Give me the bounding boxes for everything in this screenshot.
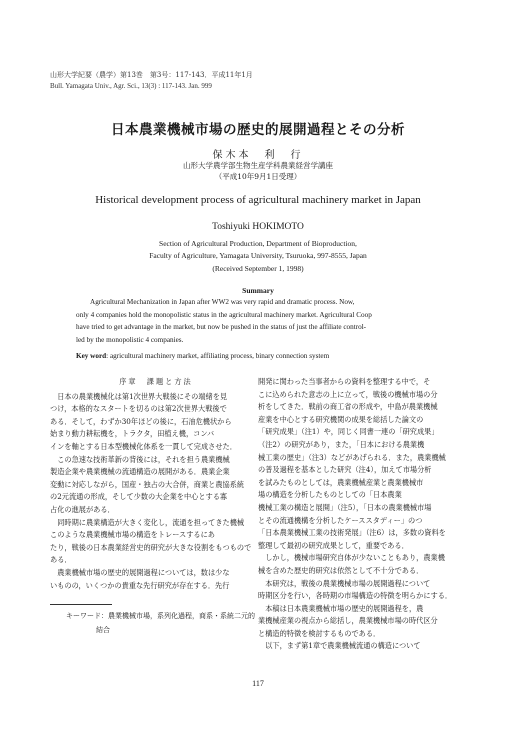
body-line: 機械工業の構造と展開」（注5），「日本の農業機械市場 (258, 502, 432, 512)
body-right-column (258, 376, 470, 653)
body-line: 整理して最初の研究成果として，重要である． (258, 540, 409, 550)
journal-header-en: Bull. Yamagata Univ., Agr. Sci., 13(3) : 117-143. Jan. 999 (50, 82, 212, 90)
body-line: 同時期に農業構造が大きく変化し，流通を担ってきた機械 (50, 517, 245, 527)
body-line: とその流通機構を分析したケーススタディー」のつ (258, 515, 423, 525)
body-line: 械を含めた歴史的研究は依然として不十分である． (258, 565, 424, 575)
summary-line: led by the monopolistic 4 companies. (76, 335, 184, 344)
body-line: 農業機械市場の歴史的展開過程については，数は少な (50, 567, 230, 577)
body-line: 「日本農業機械工業の技術発展」（注6）は，多数の資料を (258, 528, 446, 538)
keywords (76, 352, 329, 360)
journal-header-ja: 山形大学紀要（農学）第13巻 第3号：117-143．平成11年1月 (50, 71, 253, 79)
body-line: このような農業機械市場の構造をトレースするにあ (50, 530, 215, 540)
body-line: 本研究は，戦後の農業機械市場の展開過程について (258, 578, 431, 588)
author-en: Toshiyuki HOKIMOTO (212, 222, 304, 232)
body-line: を試みたものとしては，農業機械産業と農業機械市 (258, 477, 424, 487)
footnote-keywords-cont: 結合 (96, 626, 110, 634)
affiliation-ja: 山形大学農学部生物生産学科農業経営学講座 (183, 161, 333, 170)
body-line: インを軸とする日本型機械化体系を一貫して完成させた． (50, 441, 237, 451)
page-number: 117 (252, 679, 264, 688)
body-line: 製造企業や農業機械の流通構造の展開がある．農業企業 (50, 467, 230, 477)
body-line: の普及過程を基本とした研究（注4），加えて市場分析 (258, 465, 432, 475)
body-line: 以下，まず第1章で農業機械流通の構造について (258, 641, 421, 651)
summary-line: Agricultural Mechanization in Japan after WW2 was very rapid and dramatic process. Now, (90, 298, 355, 306)
summary-block (76, 296, 440, 346)
section-heading: 序章 課題と方法 (119, 377, 193, 386)
body-line: ある． (50, 555, 72, 565)
body-line: 日本の農業機械化は第1次世界大戦後にその端緒を見 (50, 391, 228, 401)
paper-title-ja: 日本農業機械市場の歴史的展開過程とその分析 (111, 122, 405, 138)
body-line: 開発に関わった当事者からの資料を整理する中で，そ (258, 377, 431, 386)
body-line: こに込められた意志の上に立って，戦後の機械市場の分 (258, 389, 438, 399)
footnote-divider (50, 604, 112, 605)
body-line: 業機械産業の視点から総括し，農業機械市場の時代区分 (258, 616, 438, 626)
affiliation-en-line1: Section of Agricultural Production, Department of Bioproduction, (159, 239, 357, 248)
body-line: しかし，機械市場研究自体が少ないこともあり，農業機 (258, 553, 445, 563)
body-line: 変動に対応しながら，国産・独占の大合併，商業と農協系統 (50, 479, 245, 489)
body-line: 械工業の歴史」（注3）などがあげられる．また，農業機械 (258, 452, 446, 462)
keywords-label: Key word (76, 352, 107, 360)
summary-heading: Summary (242, 286, 274, 295)
body-line: ある．そして，わずか30年ほどの後に，石油危機状から (50, 416, 232, 426)
body-line: つけ，本格的なスタートを切るのは第2次世界大戦後で (50, 404, 227, 414)
received-date-en: (Received September 1, 1998) (212, 264, 304, 273)
body-line: いものの，いくつかの貴重な先行研究が存在する．先行 (50, 580, 230, 590)
body-line: この急速な技術革新の背後には，それを担う農業機械 (50, 454, 230, 464)
body-line: 占化の進展がある． (50, 504, 115, 514)
author-ja: 保木本 利 行 (212, 150, 304, 161)
body-line: 本稿は日本農業機械市場の歴史的展開過程を，農 (258, 603, 424, 613)
paper-title-en: Historical development process of agricultural machinery market in Japan (95, 194, 421, 206)
body-line: たり，戦後の日本農業経営史的研究が大きな役割をもつもので (50, 542, 252, 552)
body-line: と構造的特徴を検討するものである． (258, 628, 381, 638)
body-line: 産業を中心とする研究機関の成果を総括した論文の (258, 414, 424, 424)
footnote-keywords: キーワード：農業機械市場，系列化過程，商系・系統二元的 (66, 612, 255, 620)
body-line: の2元流通の形成，そして少数の大企業を中心とする寡 (50, 492, 228, 502)
body-left-column (50, 376, 262, 592)
body-line: 始まり動力耕耘機を，トラクタ，田植え機，コンバ (50, 429, 215, 439)
body-line: （注2）の研究があり，また，「日本における農業機 (258, 439, 425, 449)
body-line: 析をしてきた．戦前の商工省の形成や，中島が農業機械 (258, 402, 438, 412)
summary-line: have tried to get advantage in the market, but now be pushed in the status of just the affiliate control- (76, 323, 367, 331)
received-date-ja: （平成10年9月1日受理） (214, 172, 302, 181)
body-line: 「研究成果」（注1）や，同じく同書一連の「研究成果」 (258, 427, 439, 437)
body-line: 場の構造を分析したものとしての「日本農業 (258, 490, 402, 500)
affiliation-en-line2: Faculty of Agriculture, Yamagata University, Tsuruoka, 997-8555, Japan (149, 251, 367, 260)
keywords-text: : agricultural machinery market, affiliating process, binary connection system (106, 352, 330, 360)
body-line: 時期区分を行い，各時期の市場構造の特徴を明らかにする． (258, 591, 453, 601)
summary-line: only 4 companies hold the monopolistic status in the agricultural machinery market. Agricultural Coop (76, 310, 372, 319)
